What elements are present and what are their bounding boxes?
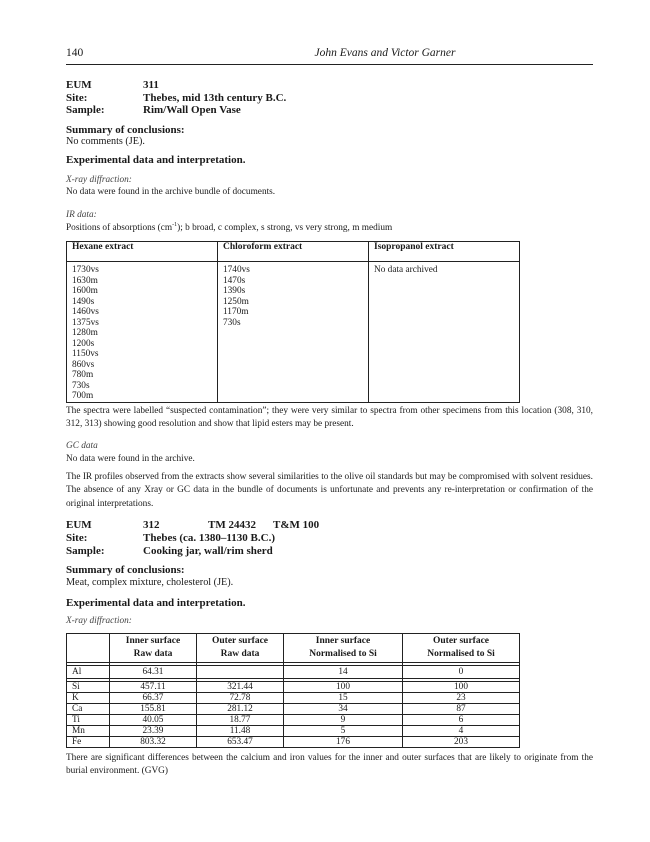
- ir-value: 1390s: [223, 286, 246, 296]
- xray-label: X-ray diffraction:: [66, 175, 132, 185]
- ir-value: 1280m: [72, 328, 98, 338]
- ir-value: 1470s: [223, 275, 246, 286]
- ir-value: 730s: [72, 380, 90, 391]
- ir-value: 1490s: [72, 296, 95, 307]
- summary-heading: Summary of conclusions:: [66, 564, 185, 576]
- sample-label: Sample:: [66, 104, 105, 116]
- running-title: John Evans and Victor Garner: [314, 47, 456, 59]
- xray-text: No data were found in the archive bundle of documents.: [66, 187, 276, 197]
- site-label: Site:: [66, 532, 88, 544]
- ir-value: 1730vs: [72, 265, 99, 275]
- ir-value: 1740vs: [223, 265, 250, 275]
- ir-header-chloroform: Chloroform extract: [218, 242, 369, 262]
- xray-label: X-ray diffraction:: [66, 616, 132, 626]
- tandm-value: T&M 100: [273, 519, 320, 531]
- ir-header-hexane: Hexane extract: [67, 242, 218, 262]
- table-row: Al 64.31 14 0: [67, 666, 520, 679]
- xrd-header-outer-raw: Outer surface Raw data: [197, 634, 284, 663]
- ir-value: 730s: [223, 317, 241, 328]
- site-label: Site:: [66, 92, 88, 104]
- ir-value: 1170m: [223, 307, 249, 317]
- header-rule: [66, 64, 593, 65]
- ir-profiles-paragraph: The IR profiles observed from the extracts show several similarities to the olive oil standards but may be compromised with solvent residues. The absence of any Xray or GC data in the bundle of documents is unfortunate and prevents any re-interpretation or confirmation of the original interpretations.: [66, 472, 593, 509]
- summary-heading: Summary of conclusions:: [66, 124, 185, 136]
- ir-value: 1460vs: [72, 307, 99, 317]
- conclusion-paragraph: There are significant differences between the calcium and iron values for the inner and outer surfaces that are likely to originate from the burial environment. (GVG): [66, 753, 593, 777]
- ir-header-isopropanol: Isopropanol extract: [369, 242, 520, 262]
- ir-description: Positions of absorptions $(cm^{-1})$; b broad, c complex, s strong, vs very strong, m medium: [66, 222, 393, 234]
- eum-label: EUM: [66, 519, 92, 531]
- table-row: Ca 155.81 281.12 34 87: [67, 704, 520, 715]
- ir-col-isopropanol: [369, 262, 520, 403]
- ir-value: 1200s: [72, 338, 95, 349]
- ir-value: 1630m: [72, 275, 98, 286]
- ir-value: 1150vs: [72, 349, 99, 359]
- summary-text: Meat, complex mixture, cholesterol (JE).: [66, 577, 234, 588]
- ir-value: 1600m: [72, 286, 98, 296]
- gc-text: No data were found in the archive.: [66, 454, 195, 464]
- ir-value: 780m: [72, 370, 94, 380]
- sample-label: Sample:: [66, 545, 105, 557]
- site-value: Thebes (ca. 1380–1130 B.C.): [143, 532, 275, 544]
- ir-table: [66, 241, 520, 403]
- tm-value: TM 24432: [208, 519, 256, 531]
- xrd-header-element: [67, 634, 110, 663]
- experimental-heading: Experimental data and interpretation.: [66, 154, 246, 166]
- ir-value: 1375vs: [72, 317, 99, 328]
- table-row: K 66.37 72.78 15 23: [67, 693, 520, 704]
- xrd-header-outer-norm: Outer surface Normalised to Si: [403, 634, 520, 663]
- spectra-paragraph: The spectra were labelled “suspected contamination”; they were very similar to spectra from other specimens from this location (308, 310, 312, 313) showing good resolution and show that lipid esters may be present.: [66, 406, 593, 430]
- summary-text: No comments (JE).: [66, 136, 145, 147]
- ir-label: IR data:: [66, 210, 97, 220]
- experimental-heading: Experimental data and interpretation.: [66, 597, 246, 609]
- ir-col-hexane: [67, 262, 218, 403]
- table-row: Mn 23.39 11.48 5 4: [67, 726, 520, 737]
- sample-value: Rim/Wall Open Vase: [143, 104, 241, 116]
- eum-value: 312: [143, 519, 160, 531]
- site-value: Thebes, mid 13th century B.C.: [143, 92, 287, 104]
- ir-value: 1250m: [223, 296, 249, 307]
- ir-col-chloroform: [218, 262, 369, 403]
- table-row: Ti 40.05 18.77 9 6: [67, 715, 520, 726]
- eum-value: 311: [143, 79, 159, 91]
- page-number: 140: [66, 47, 84, 59]
- eum-label: EUM: [66, 79, 92, 91]
- ir-value: 860vs: [72, 359, 95, 370]
- ir-value: No data archived: [374, 265, 438, 275]
- xrd-header-inner-norm: Inner surface Normalised to Si: [284, 634, 403, 663]
- xrd-table: [66, 633, 520, 748]
- table-row: Fe 803.32 653.47 176 203: [67, 737, 520, 748]
- table-row: Si 457.11 321.44 100 100: [67, 682, 520, 693]
- sample-value: Cooking jar, wall/rim sherd: [143, 545, 273, 557]
- ir-value: 700m: [72, 391, 94, 401]
- xrd-header-inner-raw: Inner surface Raw data: [110, 634, 197, 663]
- gc-label: GC data: [66, 441, 98, 451]
